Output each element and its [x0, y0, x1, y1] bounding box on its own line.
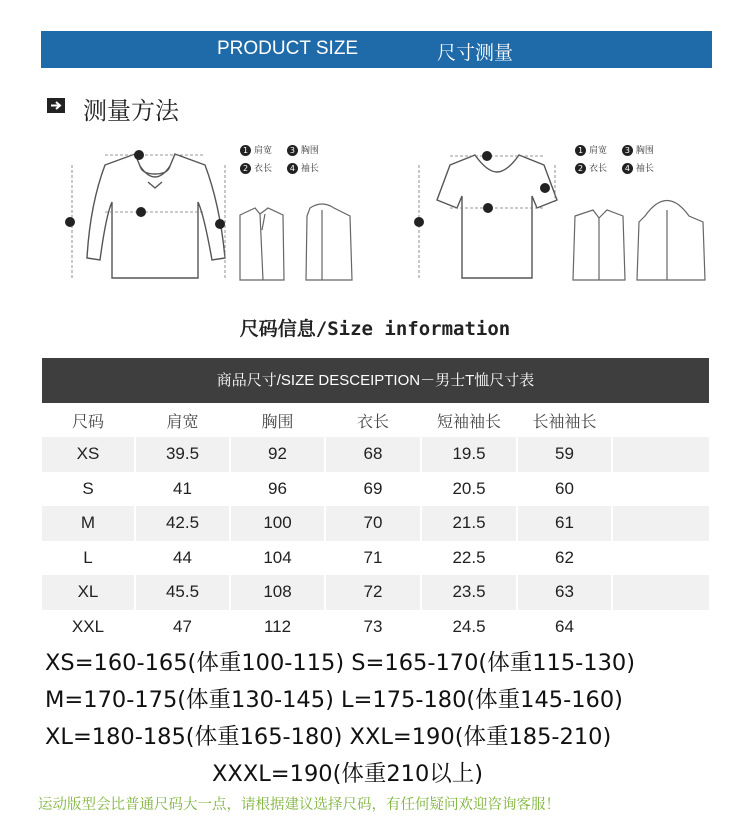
table-cell — [613, 575, 709, 610]
table-cell: 70 — [326, 506, 422, 541]
legend-num-1-icon: 1 — [240, 145, 251, 156]
table-row — [42, 472, 709, 507]
table-cell: 73 — [326, 610, 422, 645]
size-table-caption: 商品尺寸/SIZE DESCEIPTION－男士T恤尺寸表 — [42, 358, 709, 403]
weight-note-line: XS=160-165(体重100-115) S=165-170(体重115-130) — [45, 650, 635, 676]
table-cell: 69 — [326, 472, 422, 507]
table-cell: 92 — [231, 437, 326, 472]
legend-label: 肩宽 — [254, 146, 273, 156]
table-cell — [613, 610, 709, 645]
measure-method-title: 测量方法 — [83, 97, 179, 125]
legend-num-4-icon: 4 — [287, 163, 298, 174]
table-cell: XS — [42, 437, 136, 472]
legend-num-1-icon: 1 — [575, 145, 586, 156]
table-cell: 44 — [136, 541, 231, 576]
header-cell: 短袖袖长 — [422, 403, 518, 437]
legend-num-2-icon: 2 — [240, 163, 251, 174]
table-cell: 100 — [231, 506, 326, 541]
longsleeve-legend — [240, 143, 331, 174]
table-cell: XXL — [42, 610, 136, 645]
table-cell: 41 — [136, 472, 231, 507]
table-cell: M — [42, 506, 136, 541]
header-cell — [613, 403, 709, 437]
table-row — [42, 575, 709, 610]
table-cell — [613, 506, 709, 541]
table-cell: 20.5 — [422, 472, 518, 507]
table-cell: XL — [42, 575, 136, 610]
legend-label: 胸围 — [300, 146, 319, 156]
table-cell: 62 — [518, 541, 613, 576]
legend-label: 衣长 — [589, 164, 608, 174]
table-row — [42, 541, 709, 576]
weight-note-line: M=170-175(体重130-145) L=175-180(体重145-160) — [45, 687, 623, 713]
table-cell: 108 — [231, 575, 326, 610]
table-cell: 45.5 — [136, 575, 231, 610]
shortsleeve-legend — [575, 143, 666, 174]
table-cell: 42.5 — [136, 506, 231, 541]
table-cell: 63 — [518, 575, 613, 610]
table-cell: 47 — [136, 610, 231, 645]
table-cell: 39.5 — [136, 437, 231, 472]
table-cell: 64 — [518, 610, 613, 645]
header-cell: 长袖袖长 — [518, 403, 613, 437]
table-cell: 71 — [326, 541, 422, 576]
table-cell: 72 — [326, 575, 422, 610]
table-cell: S — [42, 472, 136, 507]
table-row — [42, 437, 709, 472]
table-cell: 61 — [518, 506, 613, 541]
table-cell: 60 — [518, 472, 613, 507]
legend-label: 衣长 — [254, 164, 273, 174]
legend-label: 袖长 — [635, 164, 654, 174]
legend-num-4-icon: 4 — [622, 163, 633, 174]
legend-label: 胸围 — [635, 146, 654, 156]
table-cell: 96 — [231, 472, 326, 507]
table-cell — [613, 472, 709, 507]
table-cell: L — [42, 541, 136, 576]
legend-label: 袖长 — [300, 164, 319, 174]
size-information-title: 尺码信息/Size information — [239, 318, 511, 340]
header-cell: 肩宽 — [136, 403, 231, 437]
table-cell: 19.5 — [422, 437, 518, 472]
banner-title-en: PRODUCT SIZE — [217, 38, 359, 59]
longsleeve-diagram — [60, 130, 380, 290]
table-cell: 104 — [231, 541, 326, 576]
weight-note-line: XL=180-185(体重165-180) XXL=190(体重185-210) — [45, 724, 612, 750]
longsleeve-measure-figure — [60, 130, 380, 290]
header-cell: 胸围 — [231, 403, 326, 437]
legend-num-2-icon: 2 — [575, 163, 586, 174]
table-cell: 21.5 — [422, 506, 518, 541]
table-row — [42, 506, 709, 541]
table-cell: 24.5 — [422, 610, 518, 645]
header-cell: 衣长 — [326, 403, 422, 437]
banner-title-zh: 尺寸测量 — [437, 43, 514, 64]
shortsleeve-measure-figure — [405, 130, 725, 290]
product-size-banner — [41, 31, 712, 68]
table-cell — [613, 541, 709, 576]
arrow-right-icon — [47, 98, 65, 113]
table-cell: 59 — [518, 437, 613, 472]
table-row — [42, 610, 709, 645]
size-table — [42, 403, 709, 644]
table-cell: 23.5 — [422, 575, 518, 610]
table-cell: 22.5 — [422, 541, 518, 576]
legend-num-3-icon: 3 — [622, 145, 633, 156]
sizing-advice-note: 运动版型会比普通尺码大一点，请根据建议选择尺码，有任何疑问欢迎咨询客服！ — [38, 797, 560, 813]
shortsleeve-diagram — [405, 130, 725, 290]
header-cell: 尺码 — [42, 403, 136, 437]
weight-note-line: XXXL=190(体重210以上) — [212, 761, 484, 787]
table-cell — [613, 437, 709, 472]
table-cell: 112 — [231, 610, 326, 645]
legend-num-3-icon: 3 — [287, 145, 298, 156]
table-cell: 68 — [326, 437, 422, 472]
legend-label: 肩宽 — [589, 146, 608, 156]
size-table-header-row — [42, 403, 709, 437]
